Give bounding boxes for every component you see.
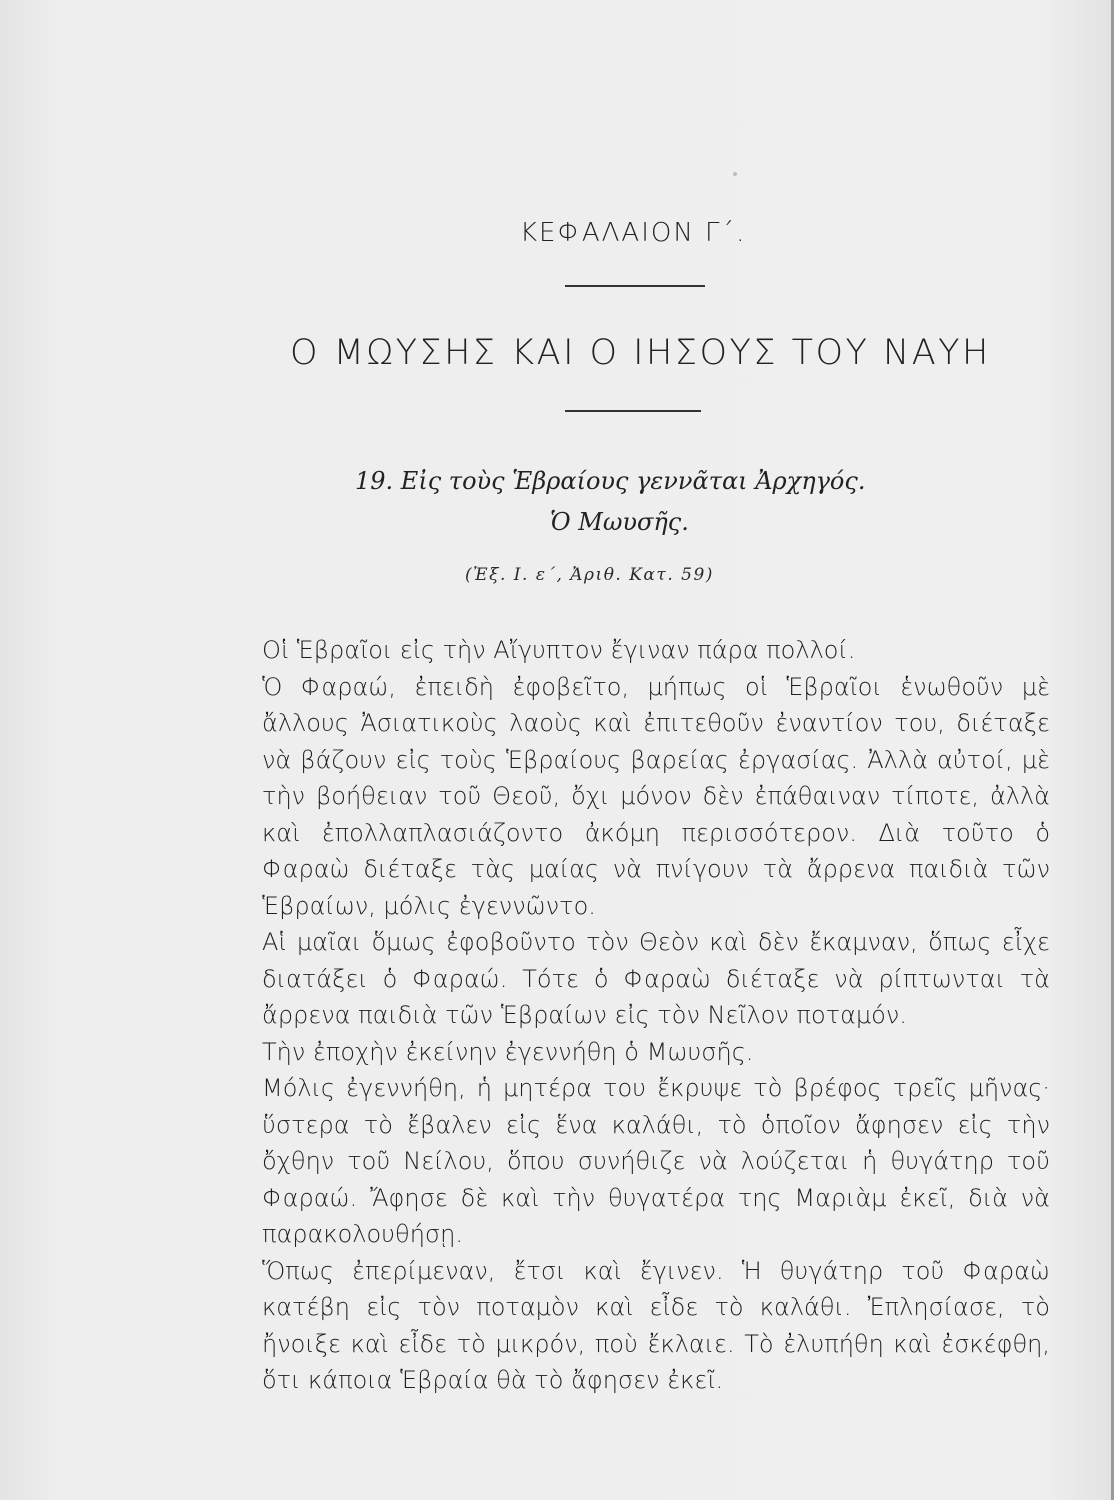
paragraph: Ὅπως ἐπερίμεναν, ἔτσι καὶ ἔγινεν. Ἡ θυγάτηρ τοῦ Φαραὼ κατέβη εἰς τὸν ποταμὸν καὶ εἶδε τὸ καλάθι. Ἐπλησίασε, τὸ ἤνοιξε καὶ εἶδε τὸ μικρόν, ποὺ ἔκλαιε. Τὸ ἐλυπήθη καὶ ἐσκέφθη, ὅτι κάποια Ἑβραία θὰ τὸ ἄφησεν ἐκεῖ. [262, 1256, 1050, 1394]
section-heading: 19. Εἰς τοὺς Ἑβραίους γεννᾶται Ἀρχηγός. [355, 467, 866, 495]
divider-rule-top [565, 285, 705, 287]
paragraph: Οἱ Ἑβραῖοι εἰς τὴν Αἴγυπτον ἔγιναν πάρα πολλοί. [262, 636, 856, 664]
section-heading-continued: Ὁ Μωυσῆς. [550, 508, 689, 536]
chapter-title: Ο ΜΩΥΣΗΣ ΚΑΙ Ο ΙΗΣΟΥΣ ΤΟΥ ΝΑΥΗ [290, 333, 991, 373]
paragraph: Μόλις ἐγεννήθη, ἡ μητέρα του ἔκρυψε τὸ βρέφος τρεῖς μῆνας· ὕστερα τὸ ἔβαλεν εἰς ἕνα καλάθι, τὸ ὁποῖον ἄφησεν εἰς τὴν ὄχθην τοῦ Νείλου, ὅπου συνήθιζε νὰ λούζεται ἡ θυγάτηρ τοῦ Φαραώ. Ἄφησε δὲ καὶ τὴν θυγατέρα της Μαριὰμ ἐκεῖ, διὰ νὰ παρακολουθήσῃ. [262, 1074, 1050, 1248]
paper-speck [733, 172, 737, 176]
paragraph: Αἱ μαῖαι ὅμως ἐφοβοῦντο τὸν Θεὸν καὶ δὲν ἔκαμναν, ὅπως εἶχε διατάξει ὁ Φαραώ. Τότε ὁ Φαραὼ διέταξε νὰ ρίπτωνται τὰ ἄρρενα παιδιὰ τῶν Ἑβραίων εἰς τὸν Νεῖλον ποταμόν. [262, 928, 1050, 1029]
chapter-label: ΚΕΦΑΛΑΙΟΝ Γ΄. [520, 218, 747, 248]
scripture-reference: (Ἐξ. Ι. ε΄, Ἀριθ. Κατ. 59) [465, 565, 714, 585]
paragraph: Ὁ Φαραώ, ἐπειδὴ ἐφοβεῖτο, μήπως οἱ Ἑβραῖοι ἑνωθοῦν μὲ ἄλλους Ἀσιατικοὺς λαοὺς καὶ ἐπιτεθοῦν ἐναντίον του, διέταξε νὰ βάζουν εἰς τοὺς Ἑβραίους βαρείας ἐργασίας. Ἀλλὰ αὐτοί, μὲ τὴν βοήθειαν τοῦ Θεοῦ, ὄχι μόνον δὲν ἐπάθαιναν τίποτε, ἀλλὰ καὶ ἐπολλαπλασιάζοντο ἀκόμη περισσότερον. Διὰ τοῦτο ὁ Φαραὼ διέταξε τὰς μαίας νὰ πνίγουν τὰ ἄρρενα παιδιὰ τῶν Ἑβραίων, μόλις ἐγεννῶντο. [262, 672, 1050, 920]
divider-rule-bottom [565, 410, 701, 412]
body-text [262, 632, 1050, 1399]
paragraph: Τὴν ἐποχὴν ἐκείνην ἐγεννήθη ὁ Μωυσῆς. [262, 1037, 754, 1066]
